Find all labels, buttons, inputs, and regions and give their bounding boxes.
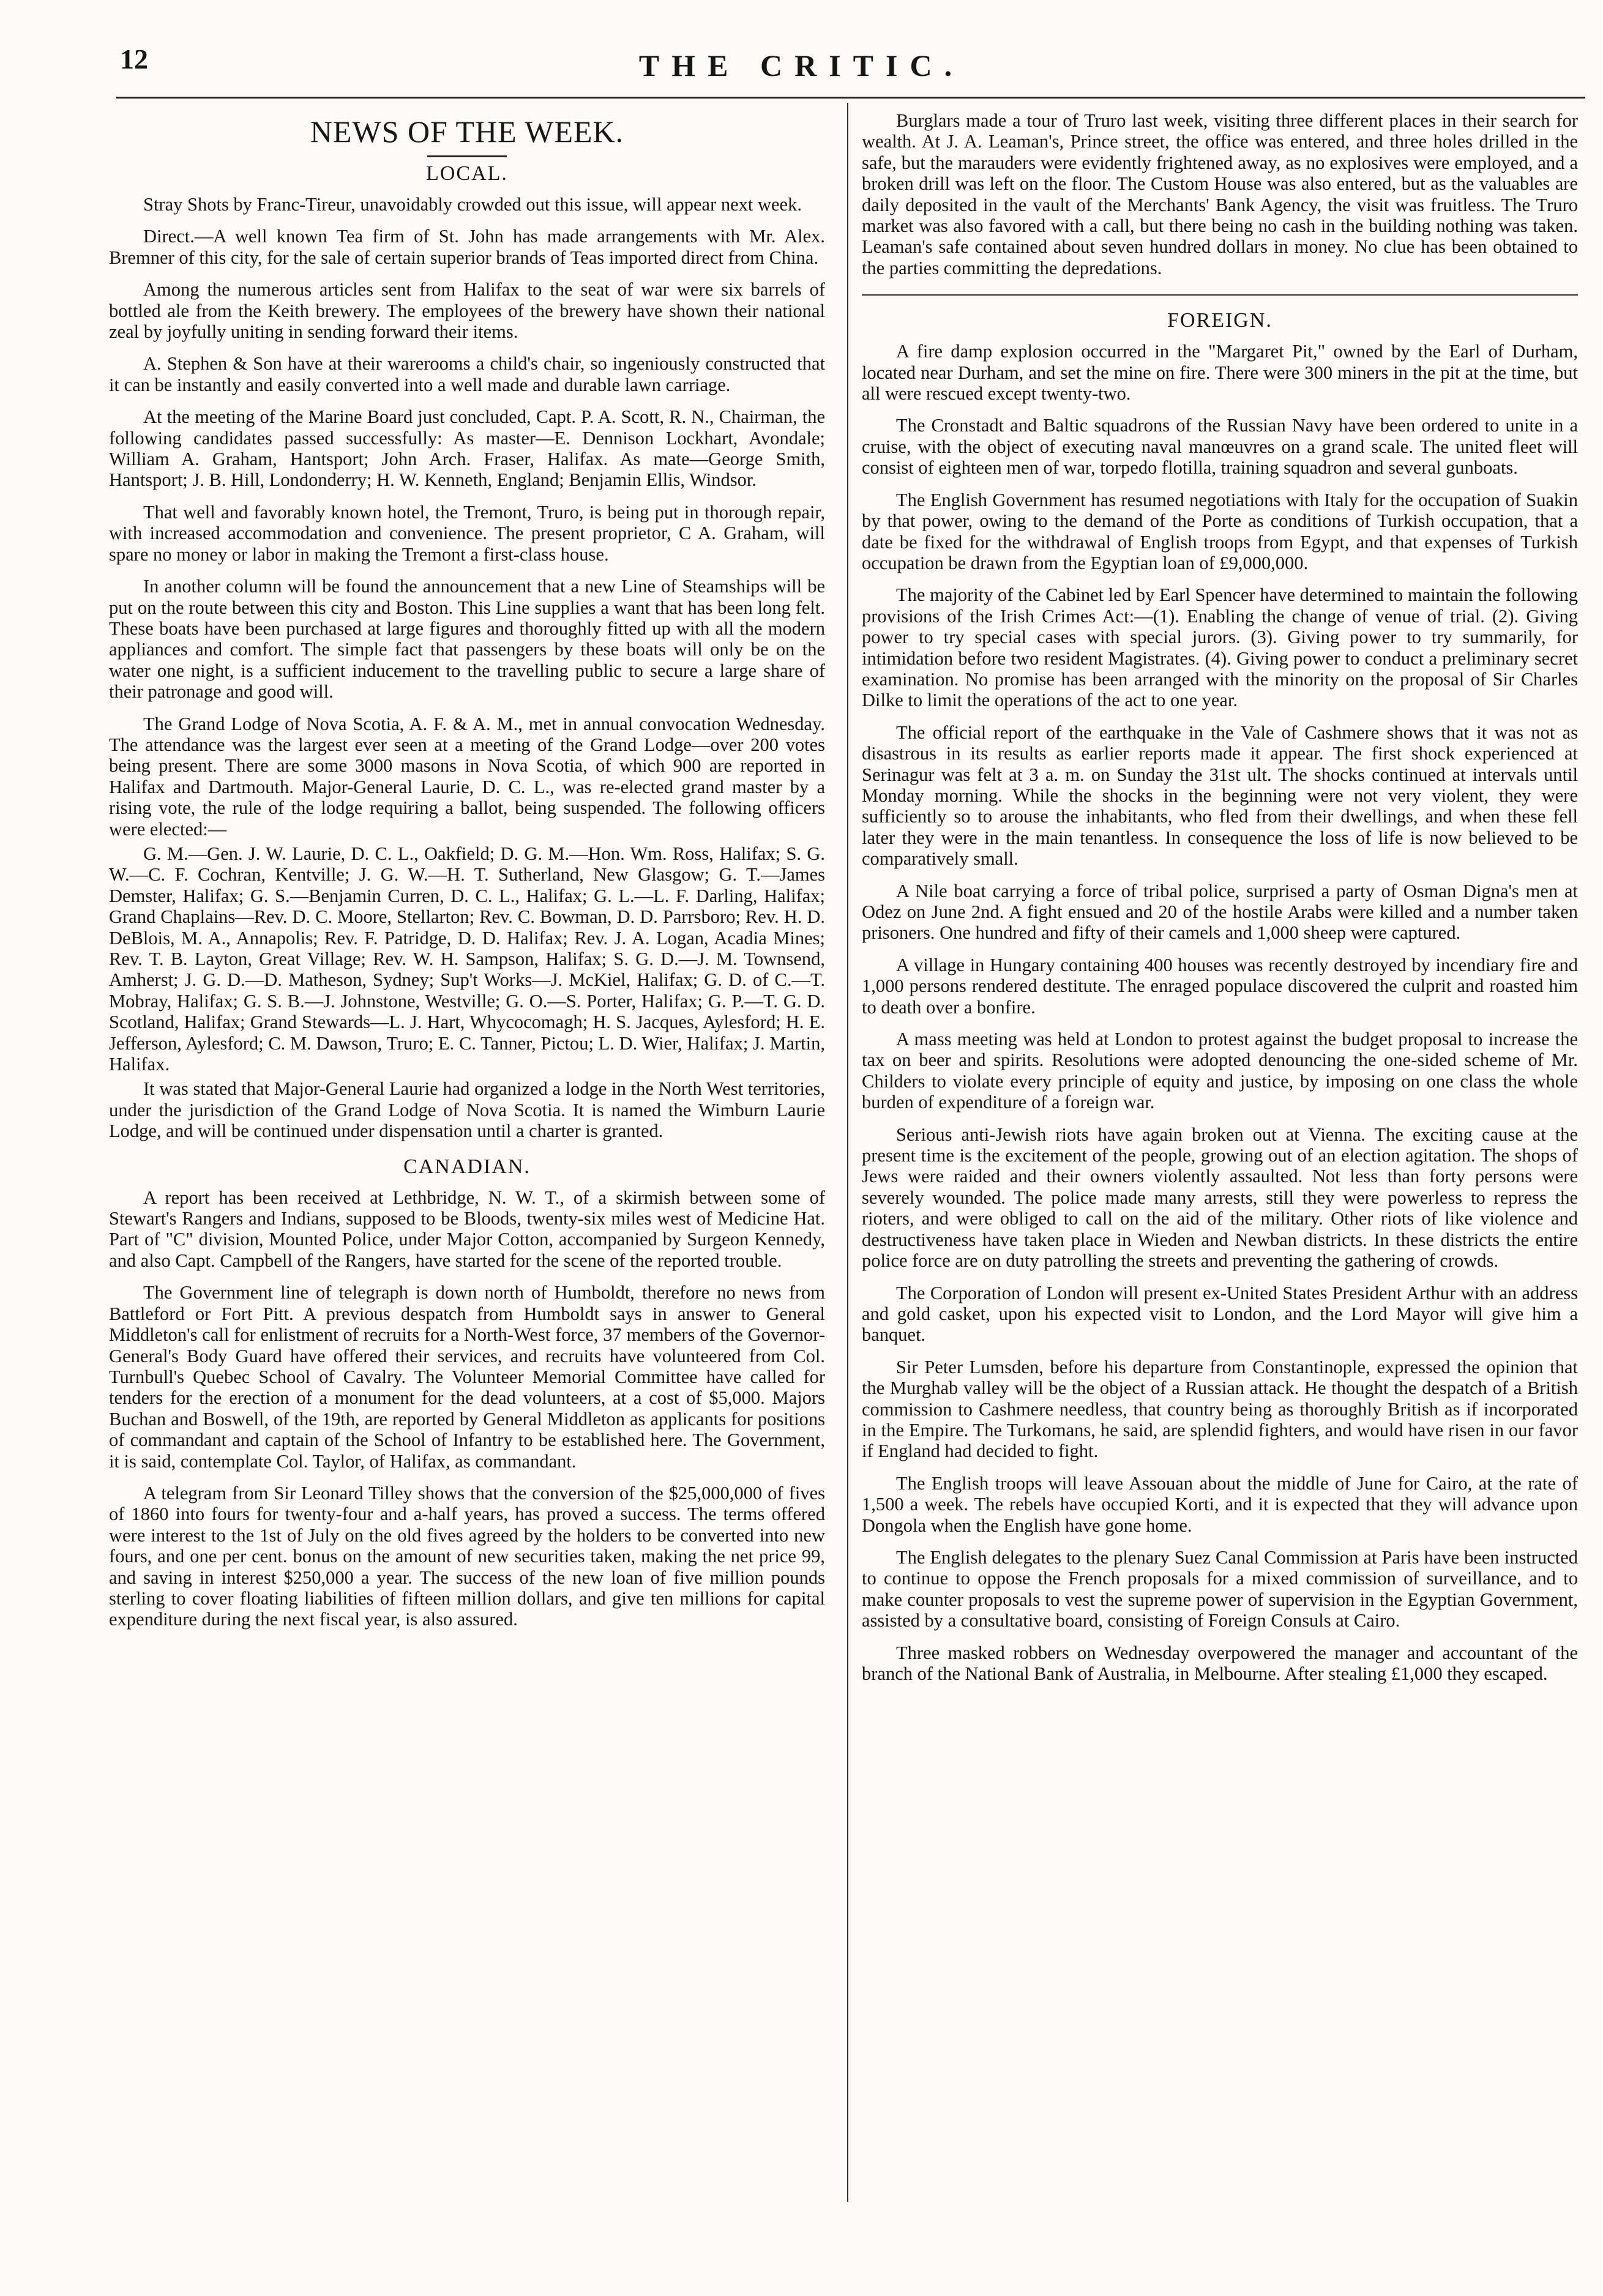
- page-number: 12: [120, 43, 148, 75]
- officers-list: G. M.—Gen. J. W. Laurie, D. C. L., Oakfield; D. G. M.—Hon. Wm. Ross, Halifax; S. G. W.—C. F. Cochran, Kentville; J. G. W.—H. T. Sutherland, New Glasgow; G. T.—James Demster, Halifax; G. S.—Benjamin Curren, D. C. L., Halifax; G. L.—L. F. Darling, Halifax; Grand Chaplains—Rev. D. C. Moore, Stellarton; Rev. C. Bowman, D. D. Parrsboro; Rev. H. D. DeBlois, M. A., Annapolis; Rev. F. Patridge, D. D. Halifax; Rev. J. A. Logan, Acadia Mines; Rev. T. B. Layton, Great Village; Rev. W. H. Sampson, Halifax; S. G. D.—J. M. Townsend, Amherst; J. G. D.—D. Matheson, Sydney; Sup't Works—J. McKiel, Halifax; G. D. of C.—T. Mobray, Halifax; G. S. B.—J. Johnstone, Westville; G. O.—S. Porter, Halifax; G. P.—T. G. D. Scotland, Halifax; Grand Stewards—L. J. Hart, Whycocomagh; H. S. Jacques, Aylesford; H. E. Jefferson, Aylesford; C. M. Dawson, Truro; E. C. Tanner, Pictou; L. D. Wier, Halifax; J. Martin, Halifax.: [109, 843, 825, 1075]
- article-paragraph: A fire damp explosion occurred in the "Margaret Pit," owned by the Earl of Durham, located near Durham, and set the mine on fire. There were 300 miners in the pit at the time, but all were rescued except twenty-two.: [862, 341, 1578, 404]
- article-paragraph: Stray Shots by Franc-Tireur, unavoidably crowded out this issue, will appear next week.: [143, 194, 802, 215]
- headline-rule: [427, 155, 507, 157]
- article-paragraph: A telegram from Sir Leonard Tilley shows that the conversion of the $25,000,000 of fives of 1860 into fours for twenty-four and a-half years, has proved a success. The terms offered were interest to the 1st of July on the old fives agreed by the holders to be converted into new fours, and one per cent. bonus on the amount of new securities taken, making the net price 99, and saving in interest $250,000 a year. The success of the new loan of five million pounds sterling to cover floating liabilities of fifteen million dollars, and give ten millions for capital expenditure during the next fiscal year, is also assured.: [109, 1482, 825, 1630]
- article-paragraph: The English delegates to the plenary Suez Canal Commission at Paris have been instructed to continue to oppose the French proposals for a mixed commission of surveillance, and to make counter proposals to vest the supreme power of supervision in the Egyptian Government, assisted by a consultative board, consisting of Foreign Consuls at Cairo.: [862, 1546, 1578, 1631]
- right-column: [862, 110, 1578, 2203]
- headline: NEWS OF THE WEEK.: [310, 114, 624, 149]
- article-paragraph: The Cronstadt and Baltic squadrons of the Russian Navy have been ordered to unite in a cruise, with the object of executing naval manœuvres on a grand scale. The united fleet will consist of eighteen men of war, torpedo flotilla, training squadron and several gunboats.: [862, 415, 1578, 479]
- masthead-rule: [116, 97, 1585, 99]
- article-paragraph: A mass meeting was held at London to protest against the budget proposal to increase the tax on beer and spirits. Resolutions were adopted denouncing the one-sided scheme of Mr. Childers to violate every principle of equity and justice, by imposing on one class the whole burden of expenditure of a foreign war.: [862, 1029, 1578, 1113]
- article-paragraph: Sir Peter Lumsden, before his departure from Constantinople, expressed the opinion that the Murghab valley will be the object of a Russian attack. He thought the despatch of a British commission to Cashmere needless, that country being as thoroughly British as if incorporated in the Empire. The Turkomans, he said, are splendid fighters, and would have risen in our favor if England had decided to fight.: [862, 1356, 1578, 1462]
- article-paragraph: The English Government has resumed negotiations with Italy for the occupation of Suakin by that power, owing to the demand of the Porte as conditions of Turkish occupation, that a date be fixed for the withdrawal of English troops from Egypt, and that expenses of Turkish occupation be drawn from the Egyptian loan of £9,000,000.: [862, 489, 1578, 573]
- article-paragraph: Three masked robbers on Wednesday overpowered the manager and accountant of the branch of the National Bank of Australia, in Melbourne. After stealing £1,000 they escaped.: [862, 1642, 1578, 1684]
- left-column: [109, 110, 825, 2203]
- column-divider: [847, 103, 848, 2202]
- section-heading-canadian: CANADIAN.: [403, 1155, 531, 1178]
- article-paragraph: The Corporation of London will present ex-United States President Arthur with an address and gold casket, upon his expected visit to London, and the Lord Mayor will give him a banquet.: [862, 1282, 1578, 1346]
- article-paragraph: Among the numerous articles sent from Halifax to the seat of war were six barrels of bottled ale from the Keith brewery. The employees of the brewery have shown their national zeal by joyfully uniting in sending forward their items.: [109, 279, 825, 343]
- article-paragraph: A report has been received at Lethbridge, N. W. T., of a skirmish between some of Stewart's Rangers and Indians, supposed to be Bloods, twenty-six miles west of Medicine Hat. Part of "C" division, Mounted Police, under Major Cotton, accompanied by Surgeon Kennedy, and also Capt. Campbell of the Rangers, have started for the scene of the reported trouble.: [109, 1187, 825, 1271]
- article-paragraph: Direct.—A well known Tea firm of St. John has made arrangements with Mr. Alex. Bremner of this city, for the sale of certain superior brands of Teas imported direct from China.: [109, 226, 825, 268]
- article-paragraph: A. Stephen & Son have at their warerooms a child's chair, so ingeniously constructed that it can be instantly and easily converted into a well made and durable lawn carriage.: [109, 353, 825, 395]
- section-rule: [862, 294, 1578, 296]
- article-paragraph: A Nile boat carrying a force of tribal police, surprised a party of Osman Digna's men at Odez on June 2nd. A fight ensued and 20 of the hostile Arabs were killed and a number taken prisoners. One hundred and fifty of their camels and 1,000 sheep were captured.: [862, 880, 1578, 944]
- article-paragraph: The majority of the Cabinet led by Earl Spencer have determined to maintain the following provisions of the Irish Crimes Act:—(1). Enabling the change of venue of trial. (2). Giving power to try special cases with special jurors. (3). Giving power to try summarily, for intimidation before two resident Magistrates. (4). Giving power to conduct a preliminary secret examination. No promise has been arranged with the minority on the proposal of Sir Charles Dilke to limit the operations of the act to one year.: [862, 584, 1578, 711]
- article-paragraph: Serious anti-Jewish riots have again broken out at Vienna. The exciting cause at the present time is the excitement of the people, growing out of an election agitation. The shops of Jews were raided and their owners violently assaulted. Not less than forty persons were severely wounded. The police made many arrests, still they were powerless to repress the rioters, and were obliged to call on the aid of the military. Other riots of like violence and destructiveness have taken place in Wieden and Newban districts. In these districts the entire police force are on duty patrolling the streets and preventing the gathering of crowds.: [862, 1124, 1578, 1272]
- article-paragraph: It was stated that Major-General Laurie had organized a lodge in the North West territories, under the jurisdiction of the Grand Lodge of Nova Scotia. It is named the Wimburn Laurie Lodge, and will be continued under dispensation until a charter is granted.: [109, 1078, 825, 1142]
- article-paragraph: Burglars made a tour of Truro last week, visiting three different places in their search for wealth. At J. A. Leaman's, Prince street, the office was entered, and three holes drilled in the safe, but the marauders were evidently frightened away, as no explosives were employed, and a broken drill was left on the floor. The Custom House was also entered, but as the valuables are daily deposited in the vault of the Merchants' Bank Agency, the visit was fruitless. The Truro market was also favored with a call, but there being no cash in the building nothing was taken. Leaman's safe contained about seven hundred dollars in money. No clue has been obtained to the parties committing the depredations.: [862, 110, 1578, 278]
- article-paragraph: At the meeting of the Marine Board just concluded, Capt. P. A. Scott, R. N., Chairman, the following candidates passed successfully: As master—E. Dennison Lockhart, Avondale; William A. Graham, Hantsport; John Arch. Fraser, Halifax. As mate—George Smith, Hantsport; J. B. Hill, Londonderry; H. W. Kenneth, England; Benjamin Ellis, Windsor.: [109, 406, 825, 491]
- article-paragraph: The English troops will leave Assouan about the middle of June for Cairo, at the rate of 1,500 a week. The rebels have occupied Korti, and it is expected that they will advance upon Dongola when the English have gone home.: [862, 1472, 1578, 1536]
- article-paragraph: In another column will be found the announcement that a new Line of Steamships will be put on the route between this city and Boston. This Line supplies a want that has been long felt. These boats have been purchased at large figures and thoroughly fitted up with all the modern appliances and comfort. The simple fact that passengers by these boats will only be on the water one night, is a sufficient inducement to the travelling public to secure a large share of their patronage and good will.: [109, 576, 825, 703]
- masthead-title: THE CRITIC.: [638, 48, 965, 83]
- article-paragraph: That well and favorably known hotel, the Tremont, Truro, is being put in thorough repair, with increased accommodation and convenience. The present proprietor, C A. Graham, will spare no money or labor in making the Tremont a first-class house.: [109, 501, 825, 565]
- article-paragraph: The official report of the earthquake in the Vale of Cashmere shows that it was not as disastrous in its results as earlier reports made it appear. The first shock experienced at Serinagur was felt at 3 a. m. on Sunday the 31st ult. The shocks continued at intervals until Monday morning. While the shocks in the beginning were not very violent, they were sufficiently so to arouse the inhabitants, who fled from their dwellings, and when these fell later they were in the main tenantless. In consequence the loss of life is now believed to be comparatively small.: [862, 721, 1578, 870]
- article-paragraph: A village in Hungary containing 400 houses was recently destroyed by incendiary fire and 1,000 persons rendered destitute. The enraged populace discovered the culprit and roasted him to death over a bonfire.: [862, 954, 1578, 1018]
- article-paragraph: The Government line of telegraph is down north of Humboldt, therefore no news from Battleford or Fort Pitt. A previous despatch from Humboldt says in answer to General Middleton's call for enlistment of recruits for a North-West force, 37 members of the Governor-General's Body Guard have offered their services, and recruits have volunteered from Col. Turnbull's Quebec School of Cavalry. The Volunteer Memorial Committee have called for tenders for the erection of a monument for the dead volunteers, at a cost of $5,000. Majors Buchan and Boswell, of the 19th, are reported by General Middleton as applicants for positions of commandant and captain of the School of Infantry to be established here. The Government, it is said, contemplate Col. Taylor, of Halifax, as commandant.: [109, 1282, 825, 1472]
- section-heading-foreign: FOREIGN.: [1167, 309, 1272, 332]
- section-heading-local: LOCAL.: [426, 162, 508, 185]
- article-paragraph: The Grand Lodge of Nova Scotia, A. F. & A. M., met in annual convocation Wednesday. The attendance was the largest ever seen at a meeting of the Grand Lodge—over 200 votes being present. There are some 3000 masons in Nova Scotia, of which 900 are reported in Halifax and Dartmouth. Major-General Laurie, D. C. L., was re-elected grand master by a rising vote, the rule of the lodge requiring a ballot, being suspended. The following officers were elected:—: [109, 713, 825, 840]
